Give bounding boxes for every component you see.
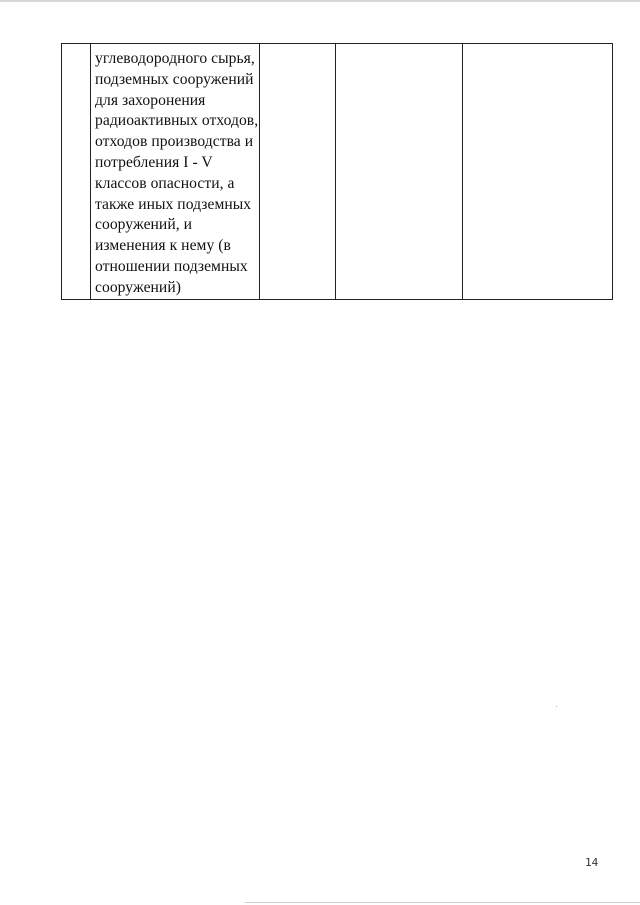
description-line: также иных подземных <box>95 195 252 213</box>
page-number: 14 <box>585 856 599 869</box>
description-line: радиоактивных отходов, <box>95 112 259 130</box>
description-line: подземных сооружений <box>95 70 254 88</box>
description-line: потребления I - V <box>95 153 213 171</box>
description-line: сооружений) <box>95 278 181 296</box>
description-line: углеводородного сырья, <box>95 50 255 67</box>
description-line: для захоронения <box>95 91 206 109</box>
table-cell-4 <box>336 44 463 300</box>
row-number-cell <box>62 44 91 300</box>
description-line: отходов производства и <box>95 133 254 151</box>
scan-speck <box>556 706 557 707</box>
description-line: сооружений, и <box>95 216 193 234</box>
table-row <box>62 44 613 300</box>
description-line: изменения к нему (в <box>95 237 231 255</box>
table-cell-5 <box>463 44 613 300</box>
page-bottom-edge <box>245 902 640 903</box>
page-top-edge <box>0 0 640 2</box>
description-line: классов опасности, а <box>95 174 235 192</box>
description-line: отношении подземных <box>95 257 248 275</box>
table-cell-3 <box>260 44 336 300</box>
description-text <box>91 44 259 299</box>
description-cell <box>91 44 260 300</box>
document-table <box>61 43 613 300</box>
